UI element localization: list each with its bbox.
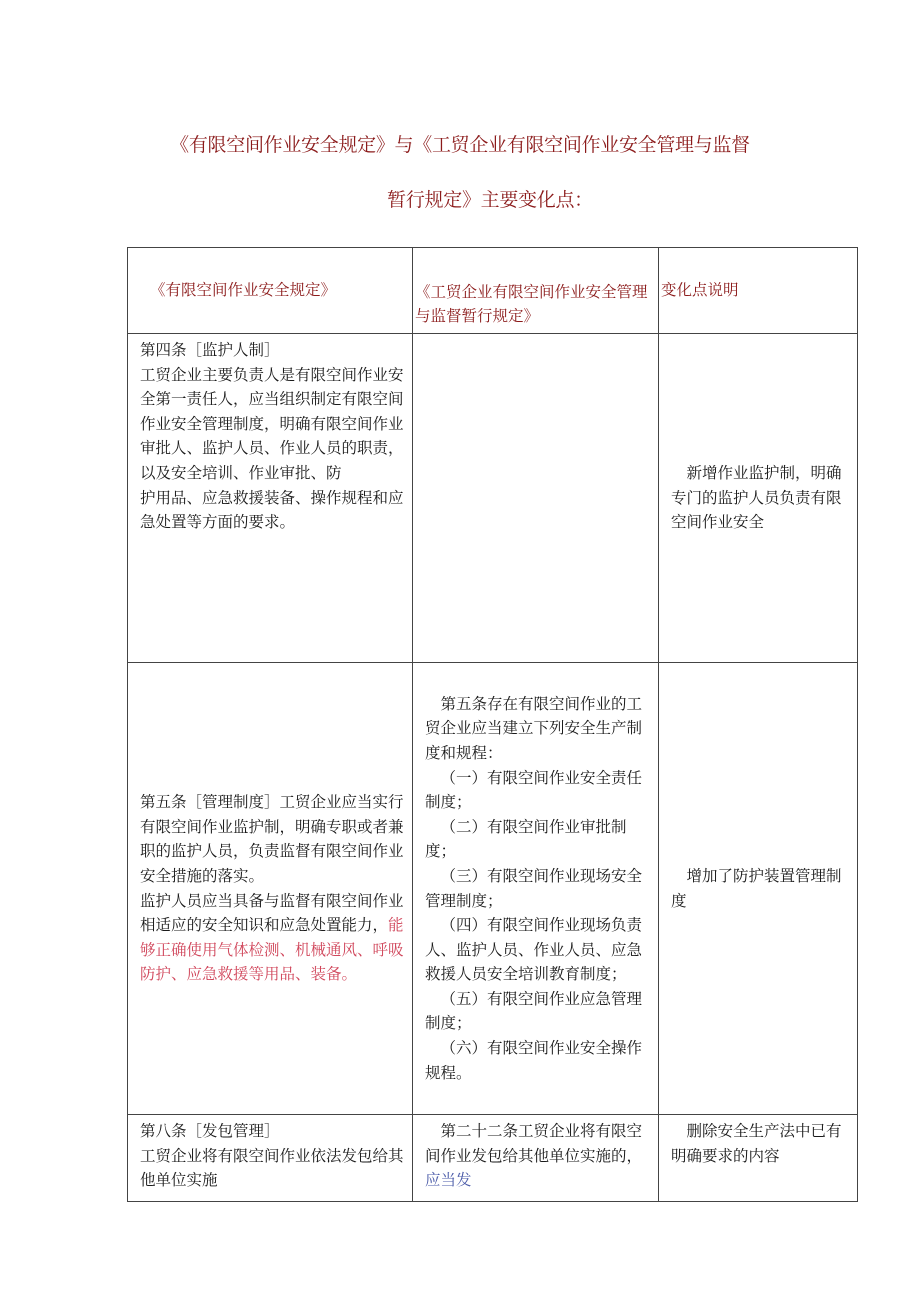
article-text-plain: 第二十二条工贸企业将有限空间作业发包给其他单位实施的，: [425, 1122, 643, 1165]
article-heading: 第八条［发包管理］: [140, 1122, 280, 1140]
document-title-line-2: 暂行规定》主要变化点：: [387, 189, 593, 211]
article-text: 工贸企业将有限空间作业依法发包给其他单位实施: [140, 1146, 404, 1190]
table-row: [128, 1115, 858, 1202]
article-text: 第五条［管理制度］工贸企业应当实行有限空间作业监护制，明确专职或者兼职的监护人员，负责监督有限空间作业安全措施的落实。: [140, 793, 404, 885]
article-text: [140, 889, 408, 987]
change-note: 新增作业监护制，明确专门的监护人员负责有限空间作业安全: [671, 464, 842, 532]
article-text: [425, 1119, 654, 1193]
header-old-regulation: 《工贸企业有限空间作业安全管理与监督暂行规定》: [413, 248, 659, 334]
change-note-cell: [659, 1115, 858, 1202]
document-title-line-1: 《有限空间作业安全规定》与《工贸企业有限空间作业安全管理与监督: [170, 134, 750, 156]
list-item: （一）有限空间作业安全责任制度；: [425, 768, 643, 812]
header-change-notes: 变化点说明: [659, 248, 858, 334]
table-row: [128, 663, 858, 1115]
article-text: 护用品、应急救援装备、操作规程和应急处置等方面的要求。: [140, 488, 404, 532]
change-note-cell: [659, 334, 858, 663]
article-text-highlight: 能够正确使用气体检测、机械通风、呼吸防护、应急救援等用品、装备。: [140, 916, 404, 984]
old-regulation-cell: [413, 1115, 659, 1202]
new-regulation-cell: [128, 1115, 413, 1202]
change-note-cell: [659, 663, 858, 1115]
list-item: （四）有限空间作业现场负责人、监护人员、作业人员、应急救援人员安全培训教育制度；: [425, 916, 643, 984]
article-intro: 第五条存在有限空间作业的工贸企业应当建立下列安全生产制度和规程：: [425, 694, 643, 762]
list-item: （三）有限空间作业现场安全管理制度；: [425, 866, 643, 910]
article-text-plain: 监护人员应当具备与监督有限空间作业相适应的安全知识和应急处置能力，: [140, 891, 404, 935]
list-item: （六）有限空间作业安全操作规程。: [425, 1039, 643, 1082]
new-regulation-cell: [128, 334, 413, 663]
list-item: （五）有限空间作业应急管理制度；: [425, 989, 643, 1033]
article-text: 工贸企业主要负责人是有限空间作业安全第一责任人，应当组织制定有限空间作业安全管理制度，明确有限空间作业审批人、监护人员、作业人员的职责，以及安全培训、作业审批、防: [140, 365, 404, 482]
table-row: [128, 334, 858, 663]
header-new-regulation: 《有限空间作业安全规定》: [128, 248, 413, 334]
change-note: 删除安全生产法中已有明确要求的内容: [671, 1122, 842, 1165]
change-note: 增加了防护装置管理制度: [671, 866, 842, 910]
comparison-table: [127, 247, 858, 1202]
article-heading: 第四条［监护人制］: [140, 341, 280, 359]
old-regulation-cell: [413, 334, 659, 663]
list-item: （二）有限空间作业审批制度；: [425, 817, 627, 861]
new-regulation-cell: [128, 663, 413, 1115]
old-regulation-cell: [413, 663, 659, 1115]
article-text-highlight: 应当发: [425, 1171, 472, 1190]
table-header-row: [128, 248, 858, 334]
